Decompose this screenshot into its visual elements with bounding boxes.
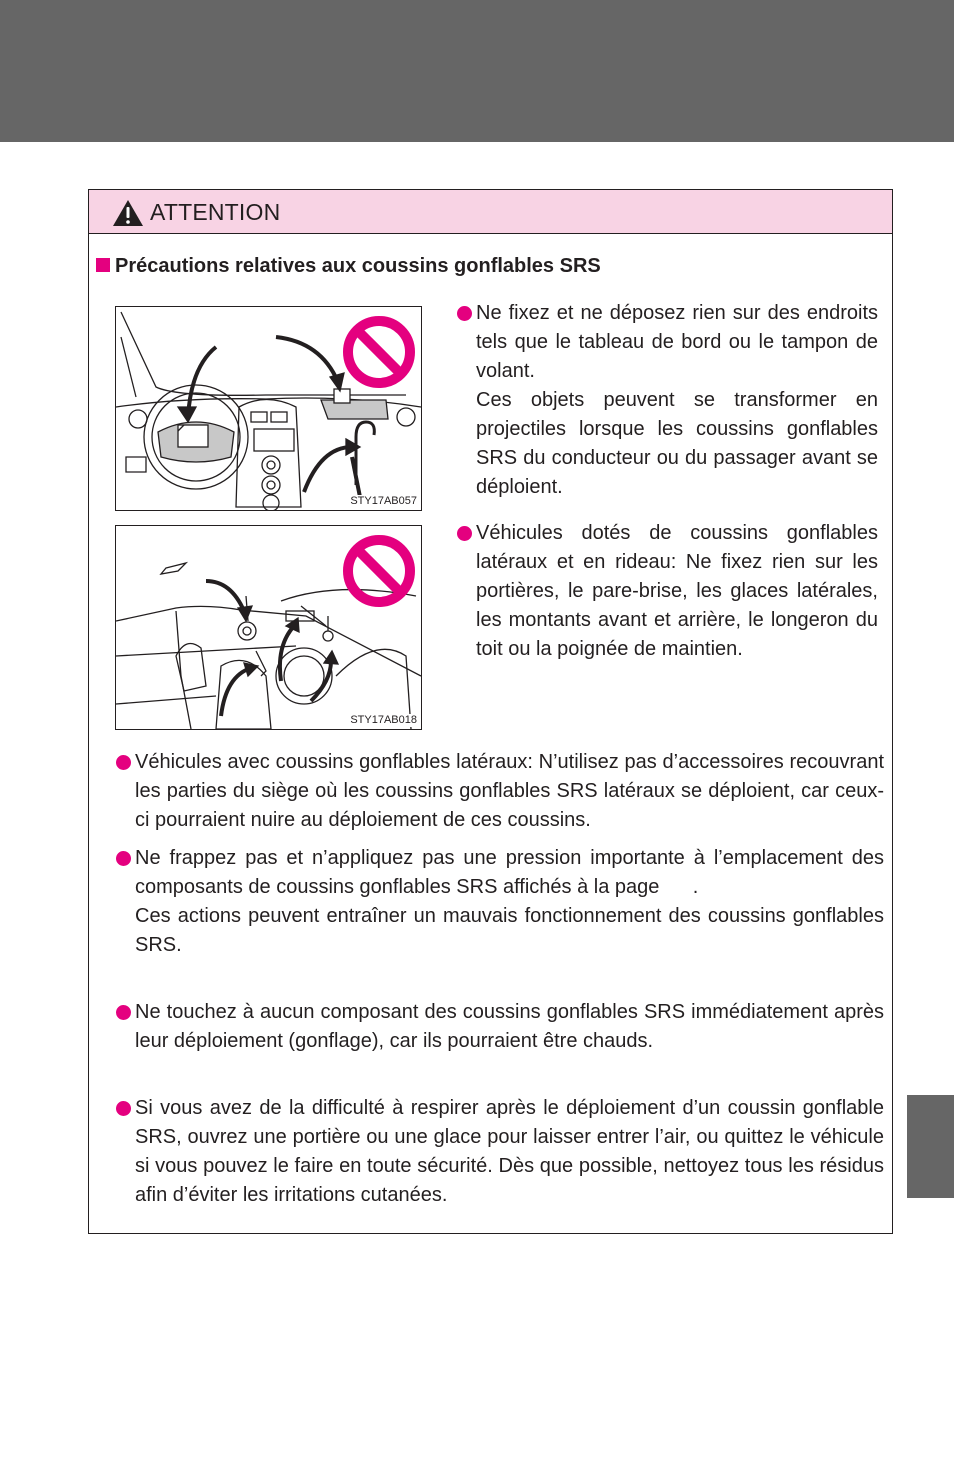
- bullet-dot-icon: [457, 306, 472, 321]
- bullet-text: Ces actions peuvent entraîner un mauvais fonctionnement des coussins gonflables SRS.: [135, 905, 884, 956]
- bullet-text: Véhicules avec coussins gonflables latéraux: N’utilisez pas d’accessoires recouvrant les parties du siège où les coussins gonflables SRS latéraux se déploient, car ceux-ci pourraient nuire au déploiement de ces coussins.: [135, 751, 884, 831]
- attention-box: [88, 189, 893, 1234]
- bullet-item: [457, 519, 878, 664]
- bullet-item: [116, 1094, 884, 1210]
- page-header-band: [0, 0, 954, 142]
- figure-side-curtain: [115, 525, 422, 730]
- bullet-text: Ne frappez pas et n’appliquez pas une pression importante à l’emplacement des composants de coussins gonflables SRS affichés à la page .: [135, 847, 890, 898]
- bullet-dot-icon: [116, 1005, 131, 1020]
- bullet-item: [116, 998, 884, 1056]
- bullet-item: [116, 844, 890, 960]
- bullet-item: [116, 748, 884, 835]
- figure-dashboard: [115, 306, 422, 511]
- bullet-text: Véhicules dotés de coussins gonflables latéraux et en rideau: Ne fixez rien sur les portières, le pare-brise, les glaces latérales, les montants avant et arrière, le longeron du toit ou la poignée de maintien.: [476, 522, 878, 660]
- attention-title: ATTENTION: [150, 199, 281, 225]
- bullet-text: Ne touchez à aucun composant des coussins gonflables SRS immédiatement après leur déploiement (gonflage), car ils pourraient être chauds.: [135, 1001, 884, 1052]
- section-square-icon: [96, 258, 110, 272]
- bullet-text: Ces objets peuvent se transformer en projectiles lorsque les coussins gonflables SRS du conducteur ou du passager avant se déploient.: [476, 389, 878, 498]
- section-title-text: Précautions relatives aux coussins gonflables SRS: [115, 255, 601, 277]
- bullet-text: Ne fixez et ne déposez rien sur des endroits tels que le tableau de bord ou le tampon de volant.: [476, 302, 878, 382]
- chapter-side-tab: [907, 1095, 954, 1198]
- attention-header: [89, 190, 892, 234]
- bullet-text: Si vous avez de la difficulté à respirer après le déploiement d’un coussin gonflable SRS, ouvrez une portière ou une glace pour laisser entrer l’air, ou quittez le véhicule si vous pouvez le faire en toute sécurité. Dès que possible, nettoyez tous les résidus afin d’éviter les irritations cutanées.: [135, 1097, 884, 1206]
- bullet-dot-icon: [116, 755, 131, 770]
- cabin-illustration: [116, 526, 421, 729]
- figure-code: STY17AB018: [350, 714, 417, 726]
- section-title: [96, 254, 601, 278]
- figure-code: STY17AB057: [350, 495, 417, 507]
- bullet-item: [457, 299, 878, 502]
- bullet-dot-icon: [116, 1101, 131, 1116]
- bullet-dot-icon: [457, 526, 472, 541]
- dashboard-illustration: [116, 307, 421, 510]
- warning-triangle-icon: [112, 199, 144, 227]
- bullet-dot-icon: [116, 851, 131, 866]
